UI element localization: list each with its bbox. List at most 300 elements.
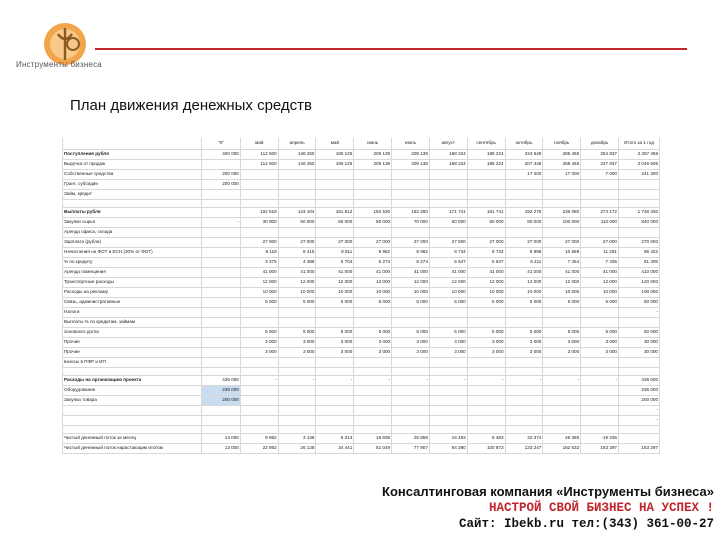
table-cell bbox=[429, 228, 467, 238]
table-cell bbox=[543, 416, 581, 426]
row-label: Оборудование bbox=[63, 386, 202, 396]
table-cell: 12 000 bbox=[316, 278, 354, 288]
table-cell bbox=[505, 426, 543, 434]
table-cell bbox=[505, 396, 543, 406]
table-cell bbox=[467, 228, 505, 238]
table-cell bbox=[278, 358, 316, 368]
table-cell: 120 000 bbox=[618, 278, 659, 288]
table-cell: 26 858 bbox=[392, 434, 430, 444]
row-label: Выручка от продаж bbox=[63, 160, 202, 170]
table-cell bbox=[354, 170, 392, 180]
table-cell: 5 000 bbox=[505, 328, 543, 338]
row-label: Связь, административные bbox=[63, 298, 202, 308]
table-row bbox=[63, 338, 660, 348]
table-cell bbox=[240, 368, 278, 376]
table-cell bbox=[543, 426, 581, 434]
column-header: Итого за 1 год bbox=[618, 138, 659, 150]
table-cell bbox=[278, 416, 316, 426]
table-cell bbox=[354, 358, 392, 368]
table-cell: 5 000 bbox=[429, 298, 467, 308]
table-cell: 9 982 bbox=[240, 434, 278, 444]
table-cell: - bbox=[581, 376, 619, 386]
table-cell bbox=[316, 368, 354, 376]
row-label bbox=[63, 406, 202, 416]
table-cell bbox=[316, 416, 354, 426]
table-cell bbox=[581, 318, 619, 328]
table-cell bbox=[467, 170, 505, 180]
table-cell: 3 000 bbox=[354, 348, 392, 358]
table-cell bbox=[392, 406, 430, 416]
table-cell bbox=[581, 308, 619, 318]
table-cell bbox=[202, 208, 241, 218]
table-cell: 200 000 bbox=[202, 170, 241, 180]
table-cell: 5 000 bbox=[278, 298, 316, 308]
table-cell: 10 000 bbox=[429, 288, 467, 298]
table-cell: 400 000 bbox=[202, 150, 241, 160]
table-cell bbox=[543, 200, 581, 208]
table-cell: 8 734 bbox=[467, 248, 505, 258]
table-cell: 5 000 bbox=[392, 328, 430, 338]
table-cell bbox=[392, 170, 430, 180]
table-cell bbox=[392, 368, 430, 376]
table-cell: 171 741 bbox=[429, 208, 467, 218]
table-cell bbox=[618, 426, 659, 434]
table-cell: 236 000 bbox=[618, 386, 659, 396]
row-label: Чистый денежный поток нарастающим итогом bbox=[63, 444, 202, 454]
table-cell: 60 000 bbox=[429, 218, 467, 228]
table-cell bbox=[581, 386, 619, 396]
table-cell: 22 982 bbox=[240, 444, 278, 454]
table-row bbox=[63, 288, 660, 298]
table-cell bbox=[354, 416, 392, 426]
table-cell: 3 000 bbox=[316, 338, 354, 348]
table-cell: 3 000 bbox=[354, 338, 392, 348]
table-row bbox=[63, 208, 660, 218]
table-cell: 27 000 bbox=[278, 238, 316, 248]
table-row bbox=[63, 228, 660, 238]
table-cell: 6 211 bbox=[505, 258, 543, 268]
table-cell bbox=[581, 406, 619, 416]
table-cell bbox=[392, 200, 430, 208]
table-cell: 12 000 bbox=[354, 278, 392, 288]
table-cell: 41 000 bbox=[543, 268, 581, 278]
table-cell: 200 000 bbox=[618, 396, 659, 406]
table-cell bbox=[202, 318, 241, 328]
table-cell bbox=[202, 348, 241, 358]
table-cell bbox=[581, 358, 619, 368]
table-cell: -19 335 bbox=[581, 434, 619, 444]
table-cell bbox=[392, 228, 430, 238]
table-cell: 10 000 bbox=[278, 288, 316, 298]
table-cell bbox=[202, 160, 241, 170]
table-cell: 26 128 bbox=[278, 444, 316, 454]
table-cell: 8 982 bbox=[354, 248, 392, 258]
table-cell: 5 000 bbox=[240, 298, 278, 308]
table-cell bbox=[240, 308, 278, 318]
table-cell: 3 375 bbox=[240, 258, 278, 268]
table-cell bbox=[429, 396, 467, 406]
table-cell bbox=[354, 396, 392, 406]
table-cell: 27 000 bbox=[429, 238, 467, 248]
table-cell: 8 415 bbox=[278, 248, 316, 258]
table-cell: 5 000 bbox=[316, 328, 354, 338]
table-cell bbox=[429, 386, 467, 396]
table-cell bbox=[618, 358, 659, 368]
table-cell: 3 000 bbox=[505, 338, 543, 348]
table-cell bbox=[467, 406, 505, 416]
table-row bbox=[63, 190, 660, 200]
table-cell bbox=[240, 406, 278, 416]
table-cell: 182 632 bbox=[543, 444, 581, 454]
table-cell bbox=[316, 426, 354, 434]
table-cell: 268 465 bbox=[543, 160, 581, 170]
table-cell bbox=[505, 318, 543, 328]
table-row bbox=[63, 426, 660, 434]
table-cell: 41 000 bbox=[240, 268, 278, 278]
table-cell: 27 000 bbox=[316, 238, 354, 248]
table-cell bbox=[392, 318, 430, 328]
table-cell bbox=[278, 190, 316, 200]
table-cell: 236 000 bbox=[202, 386, 241, 396]
table-row bbox=[63, 150, 660, 160]
table-cell: 5 000 bbox=[278, 328, 316, 338]
table-cell: 4 388 bbox=[278, 258, 316, 268]
table-cell: 188 224 bbox=[467, 160, 505, 170]
row-label bbox=[63, 416, 202, 426]
table-cell bbox=[543, 386, 581, 396]
table-cell bbox=[316, 358, 354, 368]
table-cell: 182 280 bbox=[392, 208, 430, 218]
table-cell: 80 000 bbox=[354, 218, 392, 228]
table-cell bbox=[467, 426, 505, 434]
table-row bbox=[63, 200, 660, 208]
table-cell bbox=[240, 396, 278, 406]
table-cell: 3 000 bbox=[505, 348, 543, 358]
table-cell: 285 465 bbox=[543, 150, 581, 160]
table-cell: 12 000 bbox=[505, 278, 543, 288]
row-label: Начисления на ФОТ и ЕСН (30% от ФОТ) bbox=[63, 248, 202, 258]
table-row bbox=[63, 308, 660, 318]
table-cell: 10 000 bbox=[240, 288, 278, 298]
row-label: Расходы на организацию проекта bbox=[63, 376, 202, 386]
column-header: "0" bbox=[202, 138, 241, 150]
table-cell: 274 172 bbox=[581, 208, 619, 218]
table-cell: 11 281 bbox=[581, 248, 619, 258]
table-row bbox=[63, 444, 660, 454]
table-cell: - bbox=[618, 406, 659, 416]
table-cell bbox=[392, 308, 430, 318]
table-cell: 100 873 bbox=[467, 444, 505, 454]
table-row bbox=[63, 348, 660, 358]
table-cell bbox=[316, 308, 354, 318]
table-row bbox=[63, 368, 660, 376]
table-cell bbox=[316, 190, 354, 200]
table-cell bbox=[543, 406, 581, 416]
table-cell bbox=[278, 368, 316, 376]
table-cell: 100 000 bbox=[618, 288, 659, 298]
table-cell: 51 049 bbox=[354, 444, 392, 454]
table-cell bbox=[354, 190, 392, 200]
table-cell bbox=[316, 170, 354, 180]
table-cell: 410 000 bbox=[618, 268, 659, 278]
table-cell: 2 357 458 bbox=[618, 150, 659, 160]
table-cell bbox=[543, 318, 581, 328]
table-row bbox=[63, 298, 660, 308]
table-cell: 3 000 bbox=[467, 338, 505, 348]
table-cell bbox=[392, 180, 430, 190]
table-cell bbox=[202, 426, 241, 434]
table-cell: - bbox=[278, 376, 316, 386]
table-cell bbox=[278, 426, 316, 434]
page-title: План движения денежных средств bbox=[70, 97, 313, 114]
table-cell: 41 000 bbox=[354, 268, 392, 278]
table-cell: 27 000 bbox=[392, 238, 430, 248]
table-cell: 17 400 bbox=[505, 170, 543, 180]
row-label: Аренда помещения bbox=[63, 268, 202, 278]
table-cell bbox=[543, 308, 581, 318]
table-cell: 41 000 bbox=[505, 268, 543, 278]
table-cell bbox=[202, 200, 241, 208]
table-cell: 5 000 bbox=[392, 298, 430, 308]
table-cell: 12 000 bbox=[392, 278, 430, 288]
table-cell bbox=[202, 416, 241, 426]
table-cell bbox=[429, 416, 467, 426]
table-cell: 50 000 bbox=[618, 298, 659, 308]
table-cell: 27 000 bbox=[240, 238, 278, 248]
table-cell bbox=[618, 190, 659, 200]
table-cell bbox=[429, 426, 467, 434]
table-cell bbox=[240, 228, 278, 238]
table-row bbox=[63, 180, 660, 190]
table-cell bbox=[316, 180, 354, 190]
table-cell: 2 046 606 bbox=[618, 160, 659, 170]
table-cell bbox=[202, 298, 241, 308]
table-cell bbox=[202, 238, 241, 248]
table-cell: 3 000 bbox=[278, 348, 316, 358]
table-cell bbox=[543, 190, 581, 200]
table-cell bbox=[316, 228, 354, 238]
table-row bbox=[63, 396, 660, 406]
table-cell: 5 704 bbox=[316, 258, 354, 268]
table-row bbox=[63, 386, 660, 396]
table-cell bbox=[505, 406, 543, 416]
table-cell bbox=[278, 386, 316, 396]
table-cell: - bbox=[240, 376, 278, 386]
table-cell: 6 274 bbox=[392, 258, 430, 268]
row-label: % по кредиту bbox=[63, 258, 202, 268]
table-cell bbox=[581, 190, 619, 200]
table-cell: - bbox=[543, 376, 581, 386]
cashflow-table bbox=[62, 138, 660, 454]
table-cell bbox=[618, 180, 659, 190]
table-cell: 12 000 bbox=[467, 278, 505, 288]
table-cell bbox=[467, 358, 505, 368]
table-cell bbox=[505, 386, 543, 396]
column-header: октябрь bbox=[505, 138, 543, 150]
table-cell: 5 000 bbox=[429, 328, 467, 338]
column-header bbox=[63, 138, 202, 150]
table-cell bbox=[202, 278, 241, 288]
table-cell bbox=[392, 386, 430, 396]
table-cell bbox=[202, 268, 241, 278]
table-cell: 80 000 bbox=[505, 218, 543, 228]
table-cell: 94 390 bbox=[429, 444, 467, 454]
table-cell bbox=[618, 228, 659, 238]
table-cell: 12 000 bbox=[581, 278, 619, 288]
table-cell bbox=[202, 358, 241, 368]
table-cell: 5 000 bbox=[354, 328, 392, 338]
table-cell bbox=[202, 248, 241, 258]
table-cell: 34 441 bbox=[316, 444, 354, 454]
table-cell: 3 000 bbox=[316, 348, 354, 358]
row-label bbox=[63, 368, 202, 376]
row-label: Аренда офиса, склада bbox=[63, 228, 202, 238]
table-cell bbox=[392, 190, 430, 200]
table-cell: 10 000 bbox=[354, 288, 392, 298]
table-cell: 27 000 bbox=[505, 238, 543, 248]
table-cell: 27 000 bbox=[467, 238, 505, 248]
table-cell: 192 530 bbox=[354, 208, 392, 218]
table-cell bbox=[354, 406, 392, 416]
table-cell: 3 000 bbox=[543, 348, 581, 358]
table-cell: 12 000 bbox=[278, 278, 316, 288]
row-label: Займ, кредит bbox=[63, 190, 202, 200]
table-row bbox=[63, 238, 660, 248]
table-cell bbox=[278, 318, 316, 328]
table-cell: 3 000 bbox=[392, 338, 430, 348]
table-cell: - bbox=[618, 308, 659, 318]
table-cell: 50 000 bbox=[278, 218, 316, 228]
column-header: декабрь bbox=[581, 138, 619, 150]
table-cell: 49 385 bbox=[543, 434, 581, 444]
table-cell bbox=[543, 228, 581, 238]
column-header: май bbox=[240, 138, 278, 150]
table-row bbox=[63, 434, 660, 444]
table-cell bbox=[618, 318, 659, 328]
table-cell bbox=[505, 200, 543, 208]
table-cell bbox=[202, 328, 241, 338]
table-cell: 146 250 bbox=[278, 150, 316, 160]
table-cell bbox=[429, 180, 467, 190]
table-cell: 41 000 bbox=[581, 268, 619, 278]
column-header: сентябрь bbox=[467, 138, 505, 150]
table-cell bbox=[316, 406, 354, 416]
table-cell: 12 000 bbox=[240, 278, 278, 288]
table-cell bbox=[392, 426, 430, 434]
table-cell: - bbox=[429, 376, 467, 386]
table-cell: 95 422 bbox=[618, 248, 659, 258]
table-cell bbox=[467, 368, 505, 376]
table-cell bbox=[354, 200, 392, 208]
table-cell: 110 000 bbox=[581, 218, 619, 228]
table-cell bbox=[505, 228, 543, 238]
table-cell: 1 748 330 bbox=[618, 208, 659, 218]
table-header-row bbox=[63, 138, 660, 150]
footer-slogan: НАСТРОЙ СВОЙ БИЗНЕС НА УСПЕХ ! bbox=[488, 501, 714, 515]
table-cell bbox=[467, 190, 505, 200]
table-cell bbox=[316, 386, 354, 396]
table-cell: 17 000 bbox=[543, 170, 581, 180]
row-label: Налоги bbox=[63, 308, 202, 318]
table-cell: 163 297 bbox=[618, 444, 659, 454]
footer bbox=[382, 484, 714, 532]
table-cell bbox=[316, 396, 354, 406]
table-row bbox=[63, 248, 660, 258]
table-cell bbox=[505, 190, 543, 200]
table-cell bbox=[467, 416, 505, 426]
table-cell bbox=[467, 308, 505, 318]
table-cell: 8 734 bbox=[429, 248, 467, 258]
table-cell: 247 837 bbox=[581, 160, 619, 170]
table-cell: - bbox=[354, 376, 392, 386]
table-cell bbox=[240, 180, 278, 190]
table-cell: 7 454 bbox=[543, 258, 581, 268]
table-cell: 10 000 bbox=[581, 288, 619, 298]
table-cell: 32 374 bbox=[505, 434, 543, 444]
table-cell: 77 907 bbox=[392, 444, 430, 454]
table-cell bbox=[202, 368, 241, 376]
table-cell bbox=[240, 416, 278, 426]
table-cell: 60 000 bbox=[316, 218, 354, 228]
table-cell: 236 080 bbox=[543, 208, 581, 218]
table-cell: 270 000 bbox=[618, 238, 659, 248]
table-cell: 209 138 bbox=[354, 150, 392, 160]
table-cell bbox=[581, 228, 619, 238]
table-row bbox=[63, 278, 660, 288]
table-cell: 188 224 bbox=[429, 150, 467, 160]
table-cell bbox=[581, 200, 619, 208]
table-cell: 100 000 bbox=[543, 218, 581, 228]
table-cell: 27 000 bbox=[354, 238, 392, 248]
table-cell: 188 224 bbox=[429, 160, 467, 170]
table-cell bbox=[618, 368, 659, 376]
table-cell bbox=[429, 318, 467, 328]
table-cell bbox=[618, 434, 659, 444]
table-cell bbox=[354, 308, 392, 318]
table-cell bbox=[202, 406, 241, 416]
table-cell bbox=[316, 318, 354, 328]
table-cell: 50 000 bbox=[618, 328, 659, 338]
table-cell: - bbox=[618, 416, 659, 426]
table-cell: 3 000 bbox=[543, 338, 581, 348]
table-cell: 3 146 bbox=[278, 434, 316, 444]
table-cell: 5 647 bbox=[429, 258, 467, 268]
column-header: июль bbox=[392, 138, 430, 150]
table-cell bbox=[543, 368, 581, 376]
table-cell: 200 000 bbox=[202, 180, 241, 190]
table-cell: 112 500 bbox=[240, 160, 278, 170]
table-cell: 30 000 bbox=[618, 338, 659, 348]
table-cell: 3 000 bbox=[429, 348, 467, 358]
table-cell: 5 000 bbox=[467, 298, 505, 308]
table-cell: 10 000 bbox=[316, 288, 354, 298]
table-cell: 61 408 bbox=[618, 258, 659, 268]
table-cell: - bbox=[316, 376, 354, 386]
table-cell: 41 000 bbox=[316, 268, 354, 278]
table-row bbox=[63, 376, 660, 386]
table-cell: 3 000 bbox=[240, 338, 278, 348]
table-cell: 70 000 bbox=[392, 218, 430, 228]
table-cell: 209 138 bbox=[392, 150, 430, 160]
table-cell bbox=[278, 170, 316, 180]
table-cell: 5 000 bbox=[316, 298, 354, 308]
table-cell bbox=[467, 318, 505, 328]
row-label: Закупка товара bbox=[63, 396, 202, 406]
table-cell: 188 224 bbox=[467, 150, 505, 160]
table-cell bbox=[354, 426, 392, 434]
row-label: Собственные средства bbox=[63, 170, 202, 180]
table-cell bbox=[278, 308, 316, 318]
